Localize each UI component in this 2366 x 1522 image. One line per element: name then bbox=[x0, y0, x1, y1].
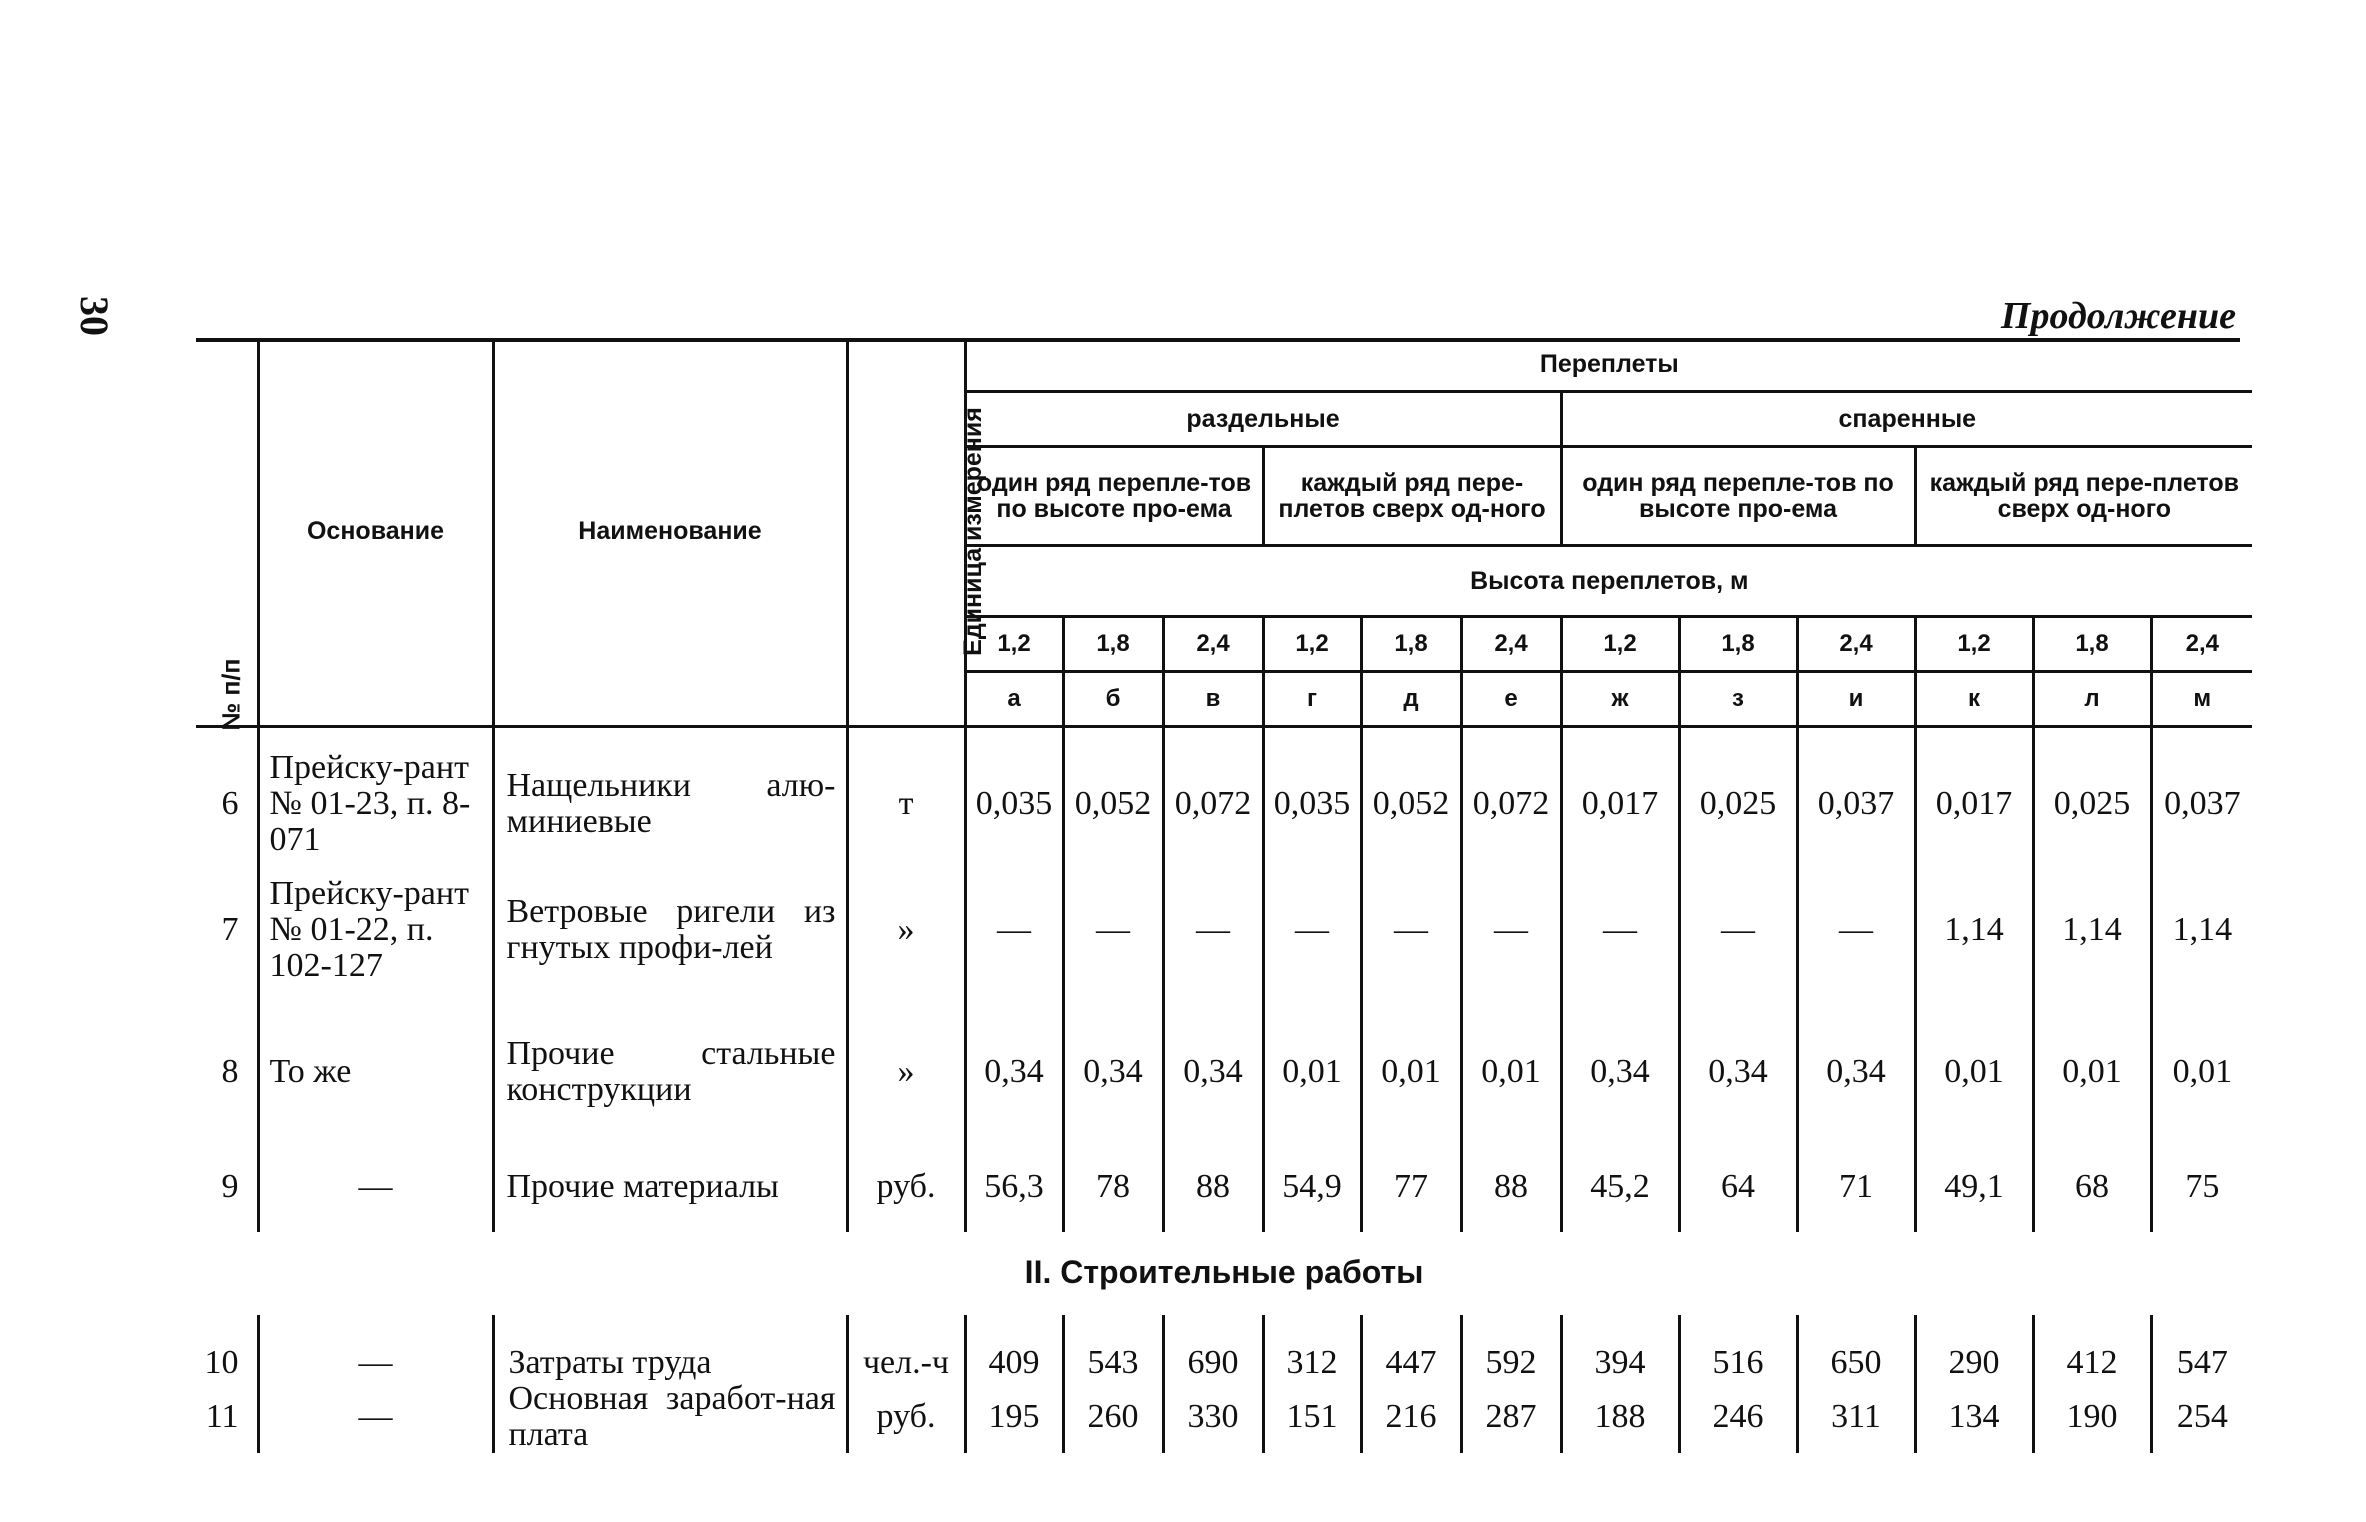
value-cell: — bbox=[1461, 858, 1561, 1002]
value-cell: 1,14 bbox=[1915, 858, 2033, 1002]
value-cell: 0,34 bbox=[1063, 1002, 1163, 1142]
value-cell: — bbox=[1263, 858, 1361, 1002]
value-cell: 0,34 bbox=[1679, 1002, 1797, 1142]
basis-cell: Прейску-рант № 01-23, п. 8-071 bbox=[258, 727, 493, 859]
value-cell: 650 bbox=[1797, 1315, 1915, 1381]
height-cell: 1,8 bbox=[1679, 617, 1797, 672]
row-number: 9 bbox=[221, 1168, 239, 1206]
height-cell: 2,4 bbox=[2151, 617, 2252, 672]
value-cell: 0,34 bbox=[965, 1002, 1063, 1142]
column-letter: м bbox=[2151, 672, 2252, 727]
value-cell: 312 bbox=[1263, 1315, 1361, 1381]
column-letter: г bbox=[1263, 672, 1361, 727]
value-cell: 412 bbox=[2033, 1315, 2151, 1381]
value-cell: — bbox=[1797, 858, 1915, 1002]
value-cell: 287 bbox=[1461, 1381, 1561, 1453]
basis-cell: — bbox=[258, 1142, 493, 1232]
basis-cell: То же bbox=[258, 1002, 493, 1142]
materials-table bbox=[196, 338, 2252, 1453]
value-cell: 0,037 bbox=[1797, 727, 1915, 859]
value-cell: 0,01 bbox=[1361, 1002, 1461, 1142]
row-number: 10 bbox=[204, 1344, 239, 1382]
unit-cell: » bbox=[847, 1002, 965, 1142]
name-header: Наименование bbox=[493, 338, 847, 727]
unit-header: Единица измерения bbox=[958, 407, 987, 656]
value-cell: 78 bbox=[1063, 1142, 1163, 1232]
value-cell: 246 bbox=[1679, 1381, 1797, 1453]
table-row bbox=[196, 1381, 2252, 1453]
section-title: II. Строительные работы bbox=[1024, 1254, 1424, 1291]
height-cell: 1,8 bbox=[1361, 617, 1461, 672]
value-cell: 0,34 bbox=[1797, 1002, 1915, 1142]
value-cell: 0,035 bbox=[965, 727, 1063, 859]
separate-each-row-header: каждый ряд пере-плетов сверх од-ного bbox=[1263, 447, 1561, 546]
height-cell: 1,2 bbox=[965, 617, 1063, 672]
row-number: 11 bbox=[205, 1398, 239, 1436]
value-cell: 290 bbox=[1915, 1315, 2033, 1381]
name-cell: Прочие стальные конструкции bbox=[493, 1002, 847, 1142]
separate-one-row-header: один ряд перепле-тов по высоте про-ема bbox=[965, 447, 1263, 546]
section-row bbox=[196, 1232, 2252, 1315]
row-number: 8 bbox=[221, 1053, 239, 1091]
table-row bbox=[196, 1142, 2252, 1232]
value-cell: 0,01 bbox=[1461, 1002, 1561, 1142]
frames-header: Переплеты bbox=[965, 338, 2252, 392]
value-cell: 311 bbox=[1797, 1381, 1915, 1453]
height-cell: 1,2 bbox=[1561, 617, 1679, 672]
value-cell: 0,01 bbox=[1263, 1002, 1361, 1142]
continuation-label: Продолжение bbox=[2000, 295, 2236, 337]
table-row bbox=[196, 1002, 2252, 1142]
value-cell: 190 bbox=[2033, 1381, 2151, 1453]
value-cell: 543 bbox=[1063, 1315, 1163, 1381]
value-cell: 0,072 bbox=[1461, 727, 1561, 859]
height-cell: 1,8 bbox=[1063, 617, 1163, 672]
unit-cell: руб. bbox=[847, 1142, 965, 1232]
paired-one-row-header: один ряд перепле-тов по высоте про-ема bbox=[1561, 447, 1915, 546]
row-no-header: № п/п bbox=[217, 658, 246, 731]
column-letter: л bbox=[2033, 672, 2151, 727]
value-cell: 188 bbox=[1561, 1381, 1679, 1453]
value-cell: 690 bbox=[1163, 1315, 1263, 1381]
value-cell: — bbox=[1361, 858, 1461, 1002]
name-cell: Затраты труда bbox=[493, 1315, 847, 1381]
column-letter: ж bbox=[1561, 672, 1679, 727]
table-row bbox=[196, 1315, 2252, 1381]
value-cell: 0,017 bbox=[1561, 727, 1679, 859]
basis-cell: — bbox=[258, 1381, 493, 1453]
value-cell: 195 bbox=[965, 1381, 1063, 1453]
value-cell: 64 bbox=[1679, 1142, 1797, 1232]
value-cell: 0,052 bbox=[1361, 727, 1461, 859]
value-cell: 516 bbox=[1679, 1315, 1797, 1381]
value-cell: 0,017 bbox=[1915, 727, 2033, 859]
value-cell: 0,025 bbox=[2033, 727, 2151, 859]
table-row bbox=[196, 727, 2252, 859]
row-no-header-cell bbox=[196, 338, 258, 731]
name-cell: Ветровые ригели из гнутых профи-лей bbox=[493, 858, 847, 1002]
value-cell: 592 bbox=[1461, 1315, 1561, 1381]
name-cell: Прочие материалы bbox=[493, 1142, 847, 1232]
value-cell: 56,3 bbox=[965, 1142, 1063, 1232]
basis-header: Основание bbox=[258, 338, 493, 727]
value-cell: 75 bbox=[2151, 1142, 2252, 1232]
value-cell: 1,14 bbox=[2151, 858, 2252, 1002]
height-cell: 1,2 bbox=[1915, 617, 2033, 672]
value-cell: 1,14 bbox=[2033, 858, 2151, 1002]
value-cell: 254 bbox=[2151, 1381, 2252, 1453]
column-letter: к bbox=[1915, 672, 2033, 727]
name-cell: Нащельники алю-миниевые bbox=[493, 727, 847, 859]
value-cell: 0,01 bbox=[2151, 1002, 2252, 1142]
unit-cell: руб. bbox=[847, 1381, 965, 1453]
height-cell: 2,4 bbox=[1461, 617, 1561, 672]
basis-cell: Прейску-рант № 01-22, п. 102-127 bbox=[258, 858, 493, 1002]
value-cell: — bbox=[1163, 858, 1263, 1002]
height-cell: 1,8 bbox=[2033, 617, 2151, 672]
value-cell: — bbox=[1561, 858, 1679, 1002]
value-cell: 45,2 bbox=[1561, 1142, 1679, 1232]
value-cell: 0,052 bbox=[1063, 727, 1163, 859]
column-letter: е bbox=[1461, 672, 1561, 727]
separate-header: раздельные bbox=[965, 392, 1561, 447]
value-cell: 134 bbox=[1915, 1381, 2033, 1453]
value-cell: 54,9 bbox=[1263, 1142, 1361, 1232]
value-cell: 0,34 bbox=[1163, 1002, 1263, 1142]
value-cell: 260 bbox=[1063, 1381, 1163, 1453]
value-cell: 216 bbox=[1361, 1381, 1461, 1453]
value-cell: 0,34 bbox=[1561, 1002, 1679, 1142]
value-cell: — bbox=[1063, 858, 1163, 1002]
paired-header: спаренные bbox=[1561, 392, 2252, 447]
unit-header-cell bbox=[847, 338, 987, 727]
column-letter: и bbox=[1797, 672, 1915, 727]
value-cell: 0,037 bbox=[2151, 727, 2252, 859]
unit-cell: т bbox=[847, 727, 965, 859]
name-cell: Основная заработ-ная плата bbox=[493, 1381, 847, 1453]
value-cell: 151 bbox=[1263, 1381, 1361, 1453]
value-cell: 88 bbox=[1461, 1142, 1561, 1232]
height-cell: 2,4 bbox=[1797, 617, 1915, 672]
value-cell: — bbox=[965, 858, 1063, 1002]
column-letter: б bbox=[1063, 672, 1163, 727]
value-cell: — bbox=[1679, 858, 1797, 1002]
value-cell: 394 bbox=[1561, 1315, 1679, 1381]
value-cell: 71 bbox=[1797, 1142, 1915, 1232]
value-cell: 0,072 bbox=[1163, 727, 1263, 859]
unit-cell: » bbox=[847, 858, 965, 1002]
value-cell: 547 bbox=[2151, 1315, 2252, 1381]
table-row bbox=[196, 858, 2252, 1002]
value-cell: 0,025 bbox=[1679, 727, 1797, 859]
page-number: 30 bbox=[72, 296, 117, 336]
value-cell: 77 bbox=[1361, 1142, 1461, 1232]
row-number: 6 bbox=[221, 785, 239, 823]
value-cell: 447 bbox=[1361, 1315, 1461, 1381]
value-cell: 330 bbox=[1163, 1381, 1263, 1453]
unit-cell: чел.-ч bbox=[847, 1315, 965, 1381]
header-row-1 bbox=[196, 338, 2252, 392]
row-number: 7 bbox=[221, 911, 239, 949]
value-cell: 0,01 bbox=[2033, 1002, 2151, 1142]
paired-each-row-header: каждый ряд пере-плетов сверх од-ного bbox=[1915, 447, 2252, 546]
height-cell: 2,4 bbox=[1163, 617, 1263, 672]
height-header: Высота переплетов, м bbox=[965, 546, 2252, 617]
value-cell: 68 bbox=[2033, 1142, 2151, 1232]
column-letter: в bbox=[1163, 672, 1263, 727]
basis-cell: — bbox=[258, 1315, 493, 1381]
column-letter: д bbox=[1361, 672, 1461, 727]
value-cell: 49,1 bbox=[1915, 1142, 2033, 1232]
value-cell: 409 bbox=[965, 1315, 1063, 1381]
column-letter: з bbox=[1679, 672, 1797, 727]
value-cell: 0,035 bbox=[1263, 727, 1361, 859]
value-cell: 88 bbox=[1163, 1142, 1263, 1232]
height-cell: 1,2 bbox=[1263, 617, 1361, 672]
value-cell: 0,01 bbox=[1915, 1002, 2033, 1142]
column-letter: а bbox=[965, 672, 1063, 727]
